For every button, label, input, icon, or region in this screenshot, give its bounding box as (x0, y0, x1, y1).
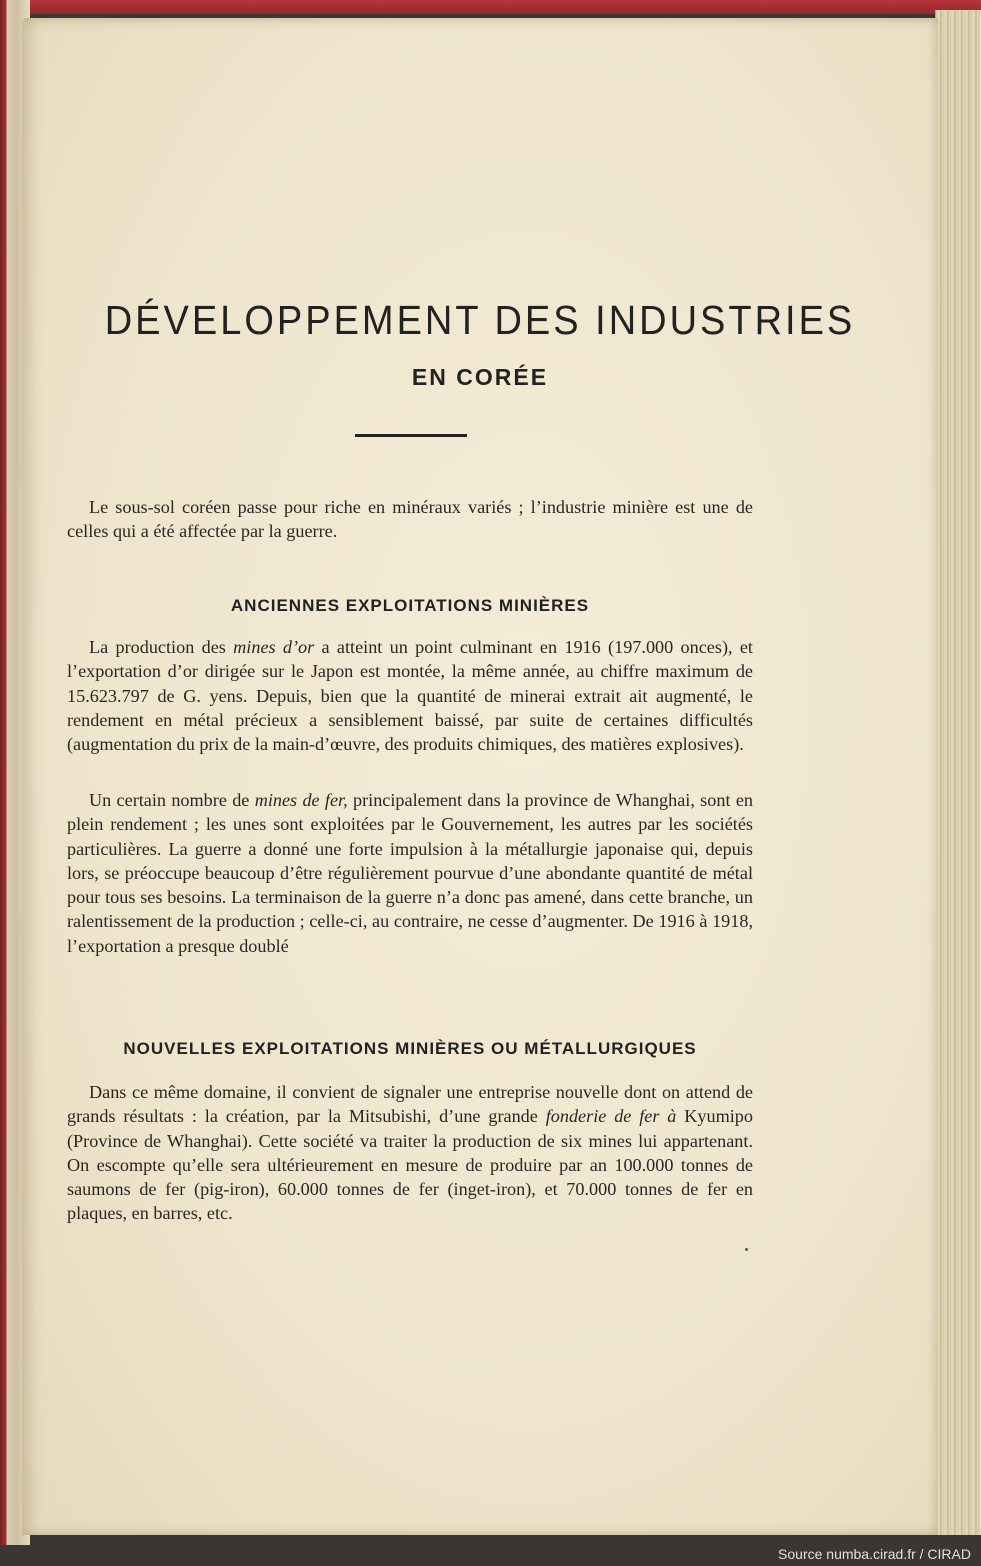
section1-paragraph-2 (67, 788, 753, 958)
text-run: Dans ce même domaine, il convient de signaler une entreprise nouvelle dont on attend de grands résultats : la création, par la Mitsubishi, d’une grande (67, 1082, 753, 1127)
text-run: a atteint un point culminant en 1916 (197.000 onces), et l’exportation d’or dirigée sur le Japon est montée, la même année, au chiffre maximum de 15.623.797 de G. yens. Depuis, bien que la quantité de minerai extrait ait augmenté, le rendement en métal précieux a sensiblement baissé, par suite de certaines difficultés (augmentation du prix de la main-d’œuvre, des produits chimiques, des matières explosives). (67, 637, 753, 755)
text-run: principalement dans la province de Whanghai, sont en plein rendement ; les unes sont exploitées par le Gouvernement, les autres par les sociétés particulières. La guerre a donné une forte impulsion à la métallurgie japonaise qui, depuis lors, se préoccupe beaucoup d’être régulièrement pourvue d’une abondante quantité de métal pour tous ses besoins. La terminaison de la guerre n’a donc pas amené, dans cette branche, un ralentissement de la production ; celle-ci, au contraire, ne cesse d’augmenter. De 1916 à 1918, l’exportation a presque doublé (67, 790, 753, 956)
section-heading-anciennes: ANCIENNES EXPLOITATIONS MINIÈRES (230, 596, 590, 615)
text-run: La production des (89, 637, 234, 657)
page-title: DÉVELOPPEMENT DES INDUSTRIES (104, 298, 856, 344)
section-heading-nouvelles: NOUVELLES EXPLOITATIONS MINIÈRES OU MÉTALLURGIQUES (123, 1039, 697, 1058)
page-stack-edge (935, 10, 981, 1535)
page-subtitle: EN CORÉE (411, 364, 549, 390)
intro-paragraph: Le sous-sol coréen passe pour riche en minéraux variés ; l’industrie minière est une de celles qui a été affectée par la guerre. (67, 497, 753, 542)
book-page (22, 18, 938, 1535)
emphasis-mines-fer: mines de fer, (254, 790, 348, 810)
text-run: Kyumipo (Province de Whanghai). Cette société va traiter la production de six mines lui appartenant. On escompte qu’elle sera ultérieurement en mesure de produire par an 100.000 tonnes de saumons de fer (pig-iron), 60.000 tonnes de fer (inget-iron), et 70.000 tonnes de fer en plaques, en barres, etc. (67, 1106, 753, 1224)
ink-speck (745, 1248, 748, 1251)
text-run: Un certain nombre de (89, 790, 255, 810)
emphasis-fonderie: fonderie de fer à (545, 1106, 677, 1127)
section2-paragraph-1 (67, 1080, 753, 1226)
section1-paragraph-1 (67, 635, 753, 756)
emphasis-mines-or: mines d’or (233, 637, 315, 657)
book-binding-top (20, 0, 981, 14)
source-credit: Source numba.cirad.fr / CIRAD (778, 1546, 971, 1562)
title-rule (355, 434, 467, 437)
